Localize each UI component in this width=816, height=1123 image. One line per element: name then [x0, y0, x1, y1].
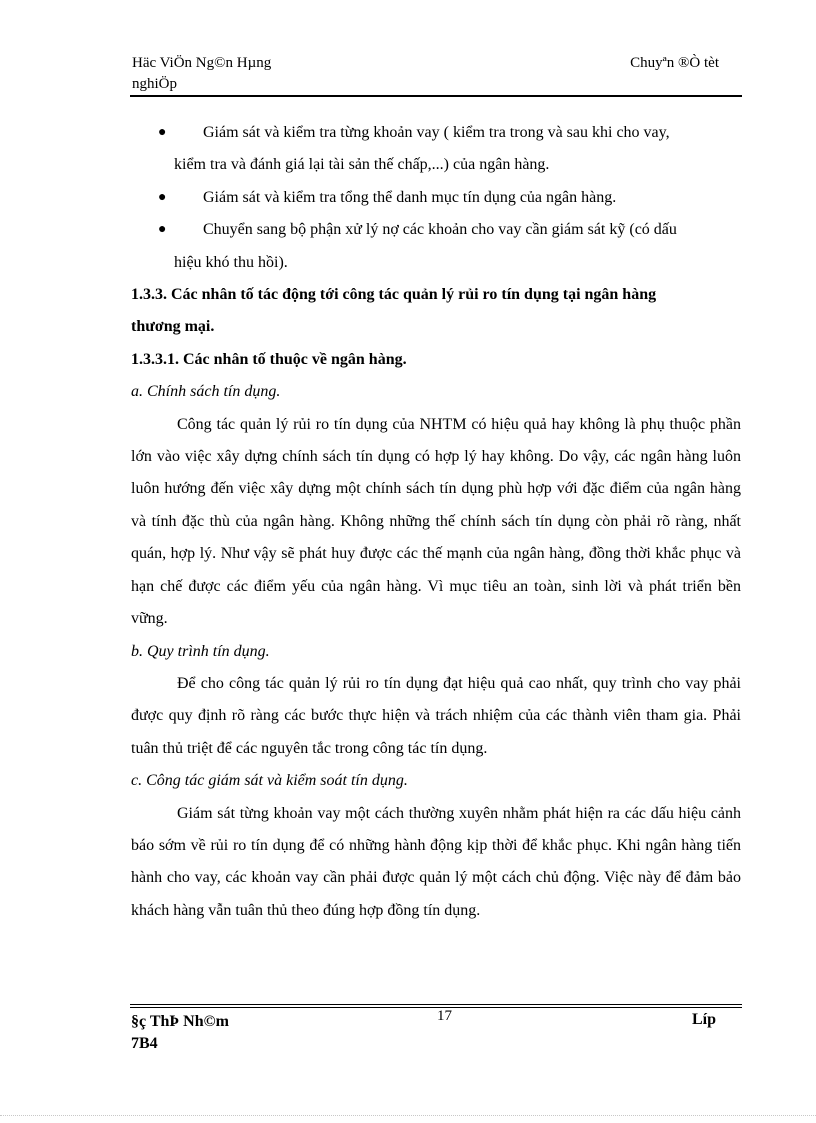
bullet-line: Chuyển sang bộ phận xử lý nợ các khoản cho vay cần giám sát kỹ (có dấu [203, 221, 677, 239]
header-left [132, 53, 271, 95]
document-body [131, 117, 741, 927]
header-school: Häc ViÖn Ng©n Hµng [132, 55, 272, 71]
subheading-a: a. Chính sách tín dụng. [131, 383, 281, 401]
section-heading-1-3-3 [131, 279, 741, 344]
bullet-line: Giám sát và kiểm tra tổng thể danh mục tín dụng của ngân hàng. [203, 188, 617, 206]
bullet-icon: ● [158, 125, 167, 140]
footer-author [131, 1011, 229, 1055]
footer-class-code: 7B4 [131, 1035, 158, 1052]
section-heading-1-3-3-1: 1.3.3.1. Các nhân tố thuộc về ngân hàng. [131, 350, 407, 368]
bullet-line-cont: kiểm tra và đánh giá lại tài sản thế chấp,...) của ngân hàng. [174, 156, 550, 174]
paragraph-b: Để cho công tác quản lý rủi ro tín dụng đạt hiệu quả cao nhất, quy trình cho vay phải được quy định rõ ràng các bước thực hiện và trách nhiệm của các thành viên tham gia. Phải tuân thủ triệt để các nguyên tắc trong công tác tín dụng. [131, 674, 741, 757]
header-rule [130, 95, 742, 97]
bullet-item [131, 214, 741, 279]
subheading-c: c. Công tác giám sát và kiểm soát tín dụng. [131, 772, 408, 790]
header-right: Chuyªn ®Ò tèt [630, 55, 719, 71]
paragraph-a: Công tác quản lý rủi ro tín dụng của NHTM có hiệu quả hay không là phụ thuộc phần lớn vào việc xây dựng chính sách tín dụng có hợp lý hay không. Do vậy, các ngân hàng luôn luôn hướng đến việc xây dựng một chính sách tín dụng phù hợp với đặc điểm của ngân hàng và tính đặc thù của ngân hàng. Không những thế chính sách tín dụng còn phải rõ ràng, nhất quán, hợp lý. Như vậy sẽ phát huy được các thế mạnh của ngân hàng, đồng thời khắc phục và hạn chế được các điểm yếu của ngân hàng. Vì mục tiêu an toàn, sinh lời và phát triển bền vững. [131, 415, 741, 628]
bullet-item [131, 182, 741, 214]
footer-class-label: Líp [692, 1011, 717, 1028]
bullet-item [131, 117, 741, 182]
section-heading-line: 1.3.3. Các nhân tố tác động tới công tác quản lý rủi ro tín dụng tại ngân hàng [131, 286, 657, 304]
section-heading-line-cont: thương mại. [131, 318, 215, 336]
bullet-line-cont: hiệu khó thu hồi). [174, 253, 288, 271]
page-boundary [0, 1115, 816, 1116]
footer-rule-double [130, 1007, 742, 1008]
footer-rule [130, 1004, 742, 1005]
bullet-line: Giám sát và kiểm tra từng khoản vay ( kiểm tra trong và sau khi cho vay, [203, 124, 670, 141]
bullet-icon: ● [158, 222, 167, 238]
footer-author-name: §ç ThÞ Nh©m [131, 1013, 229, 1030]
page-number: 17 [437, 1008, 452, 1024]
subheading-b: b. Quy trình tín dụng. [131, 642, 270, 660]
paragraph-c: Giám sát từng khoản vay một cách thường xuyên nhằm phát hiện ra các dấu hiệu cảnh báo sớm về rủi ro tín dụng để có những hành động kịp thời để khắc phục. Khi ngân hàng tiến hành cho vay, các khoản vay cần phải được quản lý một cách chủ động. Việc này để đảm bảo khách hàng vẫn tuân thủ theo đúng hợp đồng tín dụng. [131, 804, 741, 919]
header-school-cont: nghiÖp [132, 76, 177, 92]
bullet-icon: ● [158, 189, 167, 205]
